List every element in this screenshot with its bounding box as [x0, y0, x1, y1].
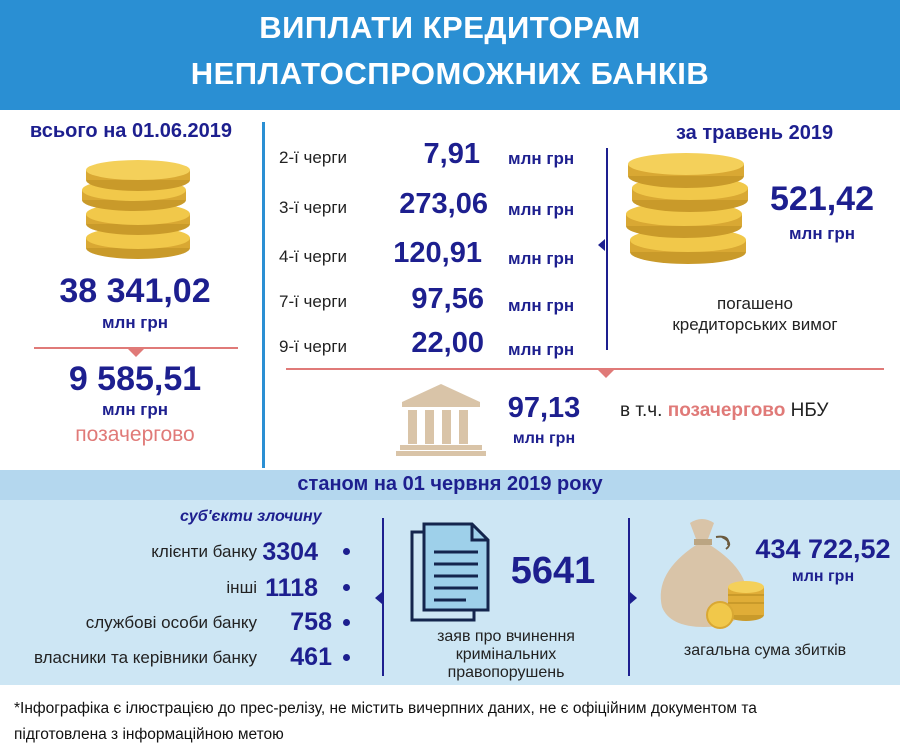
may-caption-1: погашено [717, 294, 793, 313]
total-unit: млн грн [101, 313, 169, 332]
queue-value: 273,06 [399, 188, 488, 220]
nbu-suffix: НБУ [790, 400, 829, 421]
bracket-arrow [630, 592, 637, 604]
losses-amount: 434 722,52 [755, 534, 891, 564]
queue-unit: млн грн [508, 200, 575, 219]
queue-label: 4-ї черги [279, 247, 348, 266]
losses-caption: загальна сума збитків [683, 642, 847, 659]
queue-value: 22,00 [411, 327, 484, 359]
total-title: всього на 01.06.2019 [29, 120, 233, 142]
divider-pointer [598, 370, 614, 378]
divider-pointer [128, 349, 144, 357]
coins-stack-icon [78, 160, 198, 270]
bullet-dot [343, 548, 350, 555]
bracket-arrow [375, 592, 382, 604]
claims-count: 5641 [510, 550, 596, 592]
total-amount: 38 341,02 [59, 272, 211, 310]
claims-line-1: заяв про вчинення [437, 628, 575, 645]
queue-unit: млн грн [508, 340, 575, 359]
header-banner [0, 0, 900, 110]
title-line-2: НЕПЛАТОСПРОМОЖНИХ БАНКІВ [190, 56, 710, 91]
subject-label: власники та керівники банку [33, 648, 257, 667]
nbu-prefix: в т.ч. [620, 400, 663, 421]
subject-label: службові особи банку [85, 613, 257, 632]
divider [286, 368, 884, 370]
bullet-dot [343, 619, 350, 626]
bullet-dot [343, 584, 350, 591]
bullet-dot [343, 654, 350, 661]
claims-line-2: кримінальних [455, 646, 557, 663]
documents-icon [410, 522, 492, 622]
nbu-highlight: позачергово [667, 400, 786, 421]
column-divider [262, 122, 265, 468]
queue-label: 9-ї черги [279, 337, 348, 356]
queue-label: 3-ї черги [279, 198, 348, 217]
title-line-1: ВИПЛАТИ КРЕДИТОРАМ [259, 10, 641, 45]
bracket-line [382, 518, 384, 676]
bank-building-icon [396, 380, 486, 456]
may-unit: млн грн [788, 224, 856, 243]
status-bar-text: станом на 01 червня 2019 року [297, 473, 603, 495]
nbu-amount: 97,13 [507, 392, 581, 424]
coins-stack-icon [622, 152, 762, 274]
subject-value: 1118 [265, 574, 318, 602]
footnote-line-2: підготовлена з інформаційною метою [14, 726, 284, 743]
bracket-arrow [598, 239, 605, 251]
subject-label: клієнти банку [151, 542, 257, 561]
subjects-title: суб'єкти злочину [180, 508, 322, 525]
queue-unit: млн грн [508, 149, 575, 168]
queue-unit: млн грн [508, 249, 575, 268]
nbu-unit: млн грн [512, 430, 576, 447]
queue-unit: млн грн [508, 296, 575, 315]
may-amount: 521,42 [770, 180, 874, 218]
subject-value: 758 [290, 608, 332, 636]
footnote-line-1: *Інфографіка є ілюстрацією до прес-релізу, не містить вичерпних даних, не є офіційним документом та [14, 700, 757, 717]
queue-value: 97,56 [411, 283, 484, 315]
subject-label: інші [226, 578, 257, 597]
bracket-line [606, 148, 608, 350]
subject-value: 3304 [262, 538, 318, 566]
may-title: за травень 2019 [676, 122, 834, 144]
claims-line-3: правопорушень [447, 664, 565, 681]
priority-label: позачергово [75, 423, 195, 446]
priority-amount: 9 585,51 [68, 360, 202, 398]
may-caption-2: кредиторських вимог [672, 315, 838, 334]
queue-label: 7-ї черги [279, 292, 348, 311]
losses-unit: млн грн [791, 568, 855, 585]
nbu-caption [620, 400, 828, 422]
queue-value: 120,91 [393, 237, 482, 269]
priority-unit: млн грн [101, 400, 169, 419]
queue-value: 7,91 [423, 138, 480, 170]
subject-value: 461 [290, 643, 332, 671]
queue-label: 2-ї черги [279, 148, 348, 167]
